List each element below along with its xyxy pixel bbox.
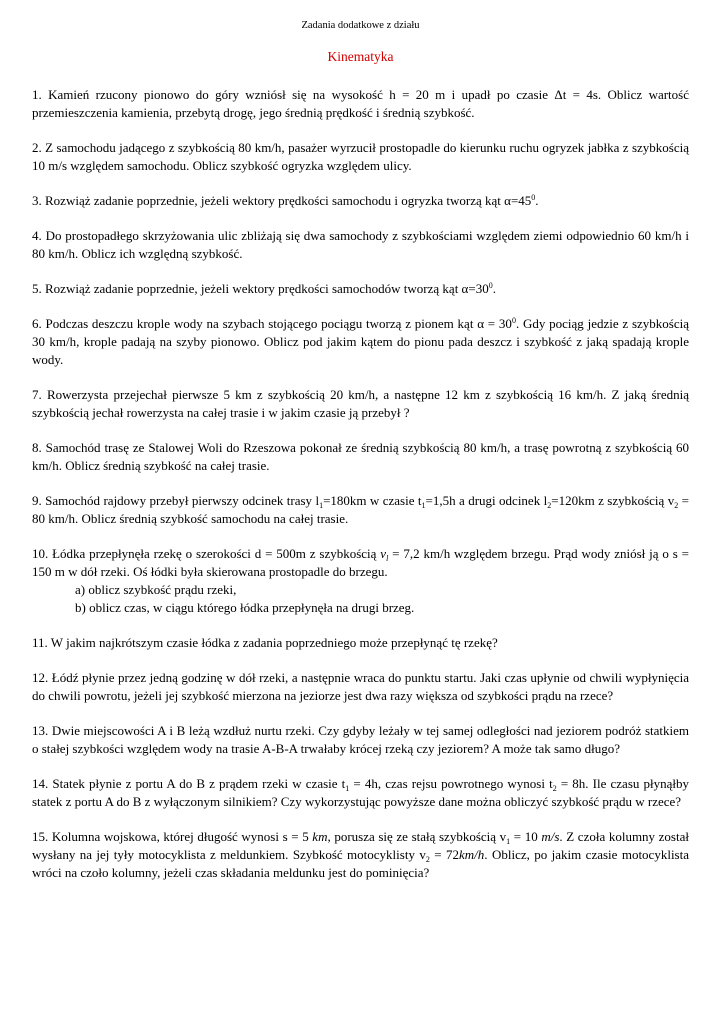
- subscript: 1: [345, 783, 350, 793]
- task-3: [32, 192, 689, 210]
- task-text: , porusza się ze stałą szybkością v: [327, 828, 507, 844]
- subscript: l: [386, 553, 389, 563]
- task-13: [32, 722, 689, 758]
- task-text: Rowerzysta przejechał pierwsze 5 km z szybkością 20 km/h, a następne 12 km z szybkością 16 km/h. Z jaką średnią szybkością jechał rowerzysta na całej trasie i w jakim czasie ją przebył ?: [32, 386, 689, 420]
- task-text: Samochód trasę ze Stalowej Woli do Rzeszowa pokonał ze średnią szybkością 80 km/h, a trasę powrotną z szybkością 60 km/h. Oblicz średnią szybkość na całej trasie.: [32, 439, 689, 473]
- subscript: 2: [425, 854, 430, 864]
- task-text: Podczas deszczu krople wody na szybach stojącego pociągu tworzą z pionem kąt α = 30: [45, 315, 512, 331]
- task-text: Z samochodu jadącego z szybkością 80 km/h, pasażer wyrzucił prostopadle do kierunku ruchu ogryzek jabłka z szybkością 10 m/s względem samochodu. Oblicz szybkość ogryzka względem ulicy.: [32, 139, 690, 173]
- task-number: 9.: [32, 492, 42, 508]
- task-text: Do prostopadłego skrzyżowania ulic zbliżają się dwa samochody z szybkościami względem ziemi odpowiednio 60 km/h i 80 km/h. Oblicz ich względną szybkość.: [32, 227, 689, 261]
- subtask-a: a) oblicz szybkość prądu rzeki,: [75, 581, 237, 597]
- task-5: [32, 280, 689, 298]
- task-text: Rozwiąż zadanie poprzednie, jeżeli wektory prędkości samochodów tworzą kąt α=30: [45, 280, 489, 296]
- task-text: = 72: [429, 846, 460, 862]
- task-number: 2.: [32, 139, 42, 155]
- task-number: 5.: [32, 280, 42, 296]
- task-text: Kolumna wojskowa, której długość wynosi s = 5: [51, 828, 313, 844]
- task-text: =1,5h a drugi odcinek l: [425, 492, 548, 508]
- task-text: Łódka przepłynęła rzekę o szerokości d = 500m z szybkością: [52, 545, 381, 561]
- task-4: [32, 227, 689, 263]
- task-text: Statek płynie z portu A do B z prądem rzeki w czasie t: [52, 775, 346, 791]
- task-number: 15.: [32, 828, 49, 844]
- task-text: = 10: [510, 828, 542, 844]
- unit: km: [312, 828, 328, 844]
- task-text: Kamień rzucony pionowo do góry wzniósł się na wysokość h = 20 m i upadł po czasie Δt = 4s. Oblicz wartość przemieszczenia kamienia, przebytą drogę, jego średnią prędkość i średnią szybkość.: [32, 86, 689, 120]
- task-7: [32, 386, 689, 422]
- subtask-b: b) oblicz czas, w ciągu którego łódka przepłynęła na drugi brzeg.: [75, 599, 415, 615]
- task-text: . Z czoła kolumny został wysłany na jej tyły motocyklista z meldunkiem. Szybkość motocyklisty v: [32, 828, 689, 862]
- task-text-end: .: [492, 280, 496, 296]
- degree-superscript: 0: [488, 280, 493, 290]
- task-number: 12.: [32, 669, 49, 685]
- task-number: 6.: [32, 315, 42, 331]
- task-text: = 80 km/h. Oblicz średnią szybkość samochodu na całej trasie.: [32, 492, 689, 526]
- subscript: 2: [552, 783, 557, 793]
- degree-superscript: 0: [531, 192, 536, 202]
- task-number: 1.: [32, 86, 42, 102]
- task-number: 8.: [32, 439, 42, 455]
- task-text: Rozwiąż zadanie poprzednie, jeżeli wektory prędkości samochodu i ogryzka tworzą kąt α=45: [45, 192, 532, 208]
- page-header: Zadania dodatkowe z działu: [301, 20, 420, 31]
- task-text: =120km z szybkością v: [551, 492, 675, 508]
- unit: km/h: [459, 846, 485, 862]
- task-9: [32, 492, 689, 528]
- task-6: [32, 315, 689, 369]
- task-1: [32, 86, 689, 122]
- task-text: Dwie miejscowości A i B leżą wzdłuż nurtu rzeki. Czy gdyby leżały w tej samej odległości nad jeziorem podróż statkiem o stałej szybkości względem wody na trasie A-B-A trwałaby krócej rzeką czy jeziorem? A może tak samo długo?: [32, 722, 690, 756]
- task-text: Samochód rajdowy przebył pierwszy odcinek trasy l: [45, 492, 320, 508]
- task-11: [32, 634, 689, 652]
- task-10: [32, 545, 689, 617]
- task-12: [32, 669, 689, 705]
- task-text: =180km w czasie t: [323, 492, 422, 508]
- task-number: 3.: [32, 192, 42, 208]
- task-text: Łódź płynie przez jedną godzinę w dół rzeki, a następnie wraca do punktu startu. Jaki czas upłynie od chwili wypłynięcia do chwili powrotu, jeżeli jej szybkość mierzona na jeziorze jest dwa razy większa od szybkości prądu na rzece?: [32, 669, 690, 703]
- task-number: 7.: [32, 386, 42, 402]
- degree-superscript: 0: [511, 315, 516, 325]
- subscript: 2: [547, 500, 552, 510]
- task-text-end: . Gdy pociąg jedzie z szybkością 30 km/h, krople padają na szyby pionowo. Oblicz pod jakim kątem do pionu pada deszcz i szybkość z jaką spadają krople wody.: [32, 315, 690, 367]
- subscript: 1: [506, 836, 511, 846]
- task-15: [32, 828, 689, 882]
- task-number: 10.: [32, 545, 49, 561]
- task-number: 14.: [32, 775, 49, 791]
- task-text: = 7,2 km/h względem brzegu. Prąd wody zniósł ją o s = 150 m w dół rzeki. Oś łódki była skierowana prostopadle do brzegu.: [32, 545, 689, 579]
- subscript: 2: [674, 500, 679, 510]
- velocity-symbol: v: [380, 545, 387, 561]
- task-text: = 4h, czas rejsu powrotnego wynosi t: [349, 775, 553, 791]
- task-number: 4.: [32, 227, 42, 243]
- task-2: [32, 139, 689, 175]
- subscript: 1: [421, 500, 426, 510]
- task-text: = 8h. Ile czasu płynąłby statek z portu A do B z wyłączonym silnikiem? Czy wykorzystując powyższe dane można obliczyć szybkość prądu w rzece?: [32, 775, 690, 809]
- subscript: 1: [319, 500, 324, 510]
- task-text: . Oblicz, po jakim czasie motocyklista wróci na czoło kolumny, jeżeli czas składania meldunku jest do pominięcia?: [32, 846, 689, 880]
- task-number: 13.: [32, 722, 49, 738]
- unit: m/s: [541, 828, 560, 844]
- task-text-end: .: [535, 192, 539, 208]
- task-14: [32, 775, 689, 811]
- task-8: [32, 439, 689, 475]
- task-text: W jakim najkrótszym czasie łódka z zadania poprzedniego może przepłynąć tę rzekę?: [50, 634, 498, 650]
- page-title: Kinematyka: [327, 48, 394, 64]
- task-number: 11.: [32, 634, 48, 650]
